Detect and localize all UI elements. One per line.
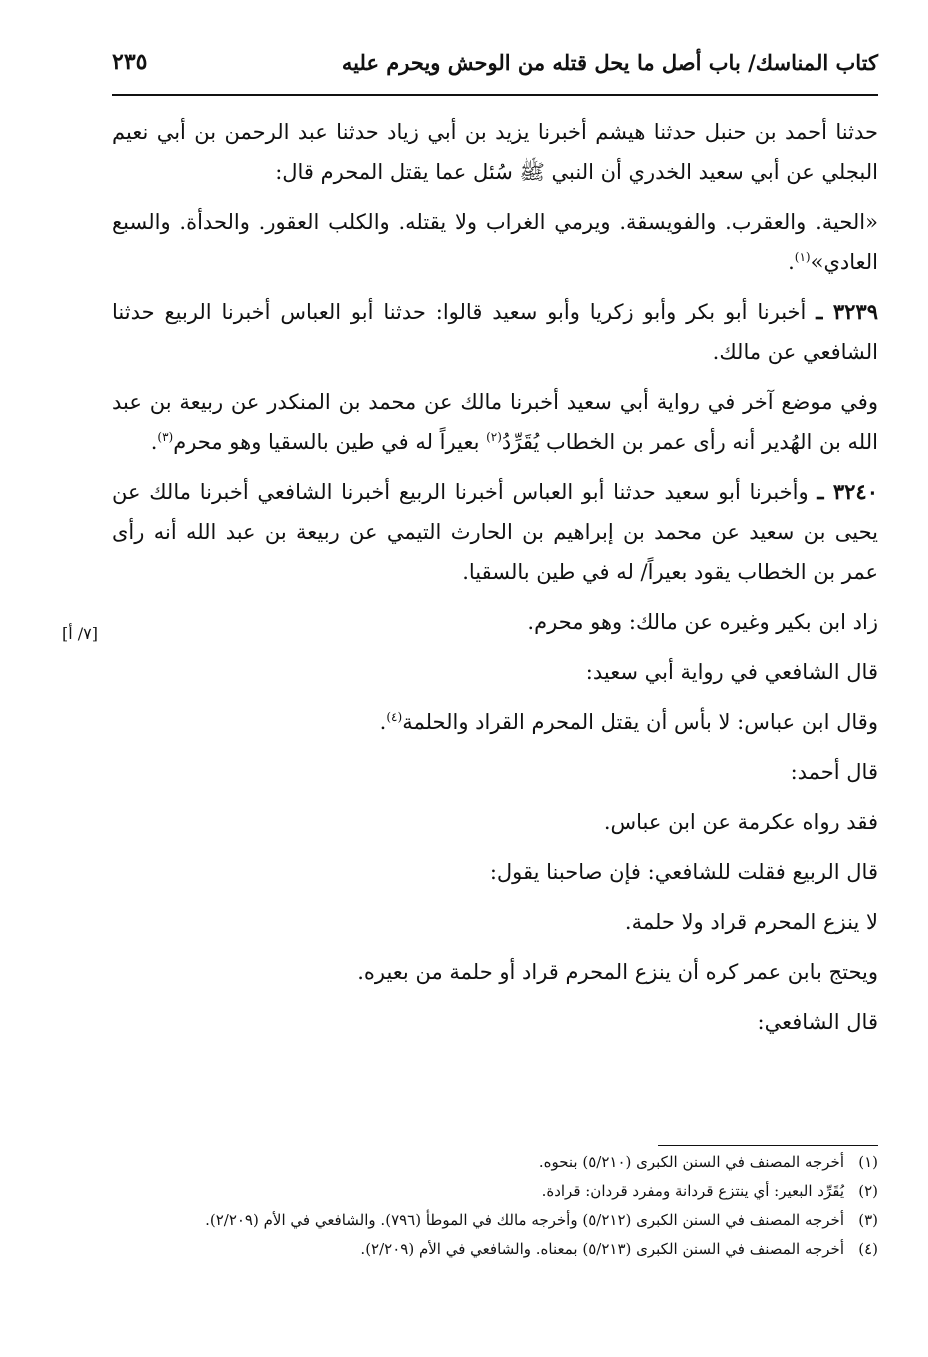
paragraph-6 [112, 602, 878, 642]
paragraph-7 [112, 652, 878, 692]
paragraph-text: قال الشافعي في رواية أبي سعيد: [585, 660, 878, 684]
paragraph-4: وفي موضع آخر في رواية أبي سعيد أخبرنا مالك عن محمد بن المنكدر عن ربيعة بن عبد الله بن الهُدير أنه رأى عمر بن الخطاب يُقَرِّدُ$^{(٢)}$ بعيراً له في طين بالسقيا وهو محرم$^{(٣)}$. [112, 390, 878, 454]
footnote-text: يُقَرِّد البعير: أي ينتزع قردانة ومفرد قردان: قرادة. [541, 1182, 844, 1200]
paragraph-3239 [112, 292, 878, 372]
footnotes [112, 1148, 878, 1264]
footnote-number: (٣) [858, 1211, 878, 1229]
page-number: ٢٣٥ [112, 49, 148, 75]
footnote-ref-3[interactable]: (٣) [157, 430, 174, 444]
hadith-number: ٣٢٣٩ ـ [816, 299, 878, 324]
paragraph-13 [112, 952, 878, 992]
paragraph-text: لا ينزع المحرم قراد ولا حلمة. [624, 910, 878, 934]
paragraph-1 [112, 112, 878, 192]
page-header [112, 40, 878, 84]
footnote-ref-2[interactable]: (٢) [486, 430, 502, 444]
manuscript-folio-note: [٧/ أ] [62, 624, 99, 643]
footnote-number: (٢) [858, 1182, 878, 1200]
paragraph-text: قال أحمد: [790, 760, 878, 784]
paragraph-10 [112, 802, 878, 842]
paragraph-text: أخبرنا أبو بكر وأبو زكريا وأبو سعيد قالوا: حدثنا أبو العباس أخبرنا الربيع حدثنا الشافعي عن مالك. [112, 300, 878, 364]
running-title: كتاب المناسك/ باب أصل ما يحل قتله من الوحش ويحرم عليه [341, 49, 878, 75]
paragraph-11 [112, 852, 878, 892]
paragraph-text: وقال ابن عباس: لا بأس أن يقتل المحرم القراد والحلمة [402, 710, 878, 734]
footnote-rule [658, 1145, 878, 1146]
paragraph-9 [112, 752, 878, 792]
paragraph-text: فقد رواه عكرمة عن ابن عباس. [603, 810, 878, 834]
footnote-item [112, 1235, 878, 1264]
paragraph-text: قال الشافعي: [757, 1010, 878, 1034]
footnote-text: أخرجه المصنف في السنن الكبرى (٥/٢١٣) بمعناه. والشافعي في الأم (٢/٢٠٩). [360, 1240, 844, 1258]
paragraph-text: وأخبرنا أبو سعيد حدثنا أبو العباس أخبرنا الربيع أخبرنا الشافعي أخبرنا مالك عن يحيى بن سعيد عن محمد بن إبراهيم بن الحارث التيمي عن ربيعة بن عبد الله أنه رأى عمر بن الخطاب يقود بعيراً/ له في طين بالسقيا. [112, 480, 878, 584]
paragraph-3240 [112, 472, 878, 592]
footnote-item [112, 1206, 878, 1235]
paragraph-text: وفي موضع آخر في رواية أبي سعيد أخبرنا مالك عن محمد بن المنكدر عن ربيعة بن عبد الله بن الهُدير أنه رأى عمر بن الخطاب يُقَرِّدُ [112, 390, 878, 454]
footnote-text: أخرجه المصنف في السنن الكبرى (٥/٢١٢) وأخرجه مالك في الموطأ (٧٩٦). والشافعي في الأم (٢/٢٠٩). [205, 1211, 844, 1229]
paragraph-text: ويحتج بابن عمر كره أن ينزع المحرم قراد أو حلمة من بعيره. [357, 960, 878, 984]
paragraph-text: زاد ابن بكير وغيره عن مالك: وهو محرم. [527, 610, 878, 634]
paragraph-text: قال الربيع فقلت للشافعي: فإن صاحبنا يقول: [489, 860, 878, 884]
footnote-text: أخرجه المصنف في السنن الكبرى (٥/٢١٠) بنحوه. [538, 1153, 844, 1171]
paragraph-text: بعيراً له في طين بالسقيا وهو محرم [173, 430, 487, 454]
footnote-item [112, 1148, 878, 1177]
footnote-number: (١) [858, 1153, 878, 1171]
paragraph-14 [112, 1002, 878, 1042]
main-text [112, 112, 878, 1052]
footnote-ref-4[interactable]: (٤) [386, 710, 403, 724]
paragraph-8: وقال ابن عباس: لا بأس أن يقتل المحرم القراد والحلمة$^{(٤)}$. [379, 710, 878, 734]
hadith-quote: «الحية. والعقرب. والفويسقة. ويرمي الغراب ولا يقتله. والكلب العقور. والحدأة. والسبع العادي» [112, 210, 878, 274]
footnote-number: (٤) [858, 1240, 878, 1258]
header-rule [112, 94, 878, 96]
hadith-number: ٣٢٤٠ ـ [817, 479, 878, 504]
paragraph-text: حدثنا أحمد بن حنبل حدثنا هيشم أخبرنا يزيد بن أبي زياد حدثنا عبد الرحمن بن أبي نعيم البجلي عن أبي سعيد الخدري أن النبي ﷺ سُئل عما يقتل المحرم قال: [112, 120, 878, 184]
footnote-ref-1[interactable]: (١) [794, 250, 811, 264]
paragraph-12 [112, 902, 878, 942]
footnote-item [112, 1177, 878, 1206]
paragraph-2: «الحية. والعقرب. والفويسقة. ويرمي الغراب ولا يقتله. والكلب العقور. والحدأة. والسبع العادي»$^{(١)}$. [112, 210, 878, 274]
